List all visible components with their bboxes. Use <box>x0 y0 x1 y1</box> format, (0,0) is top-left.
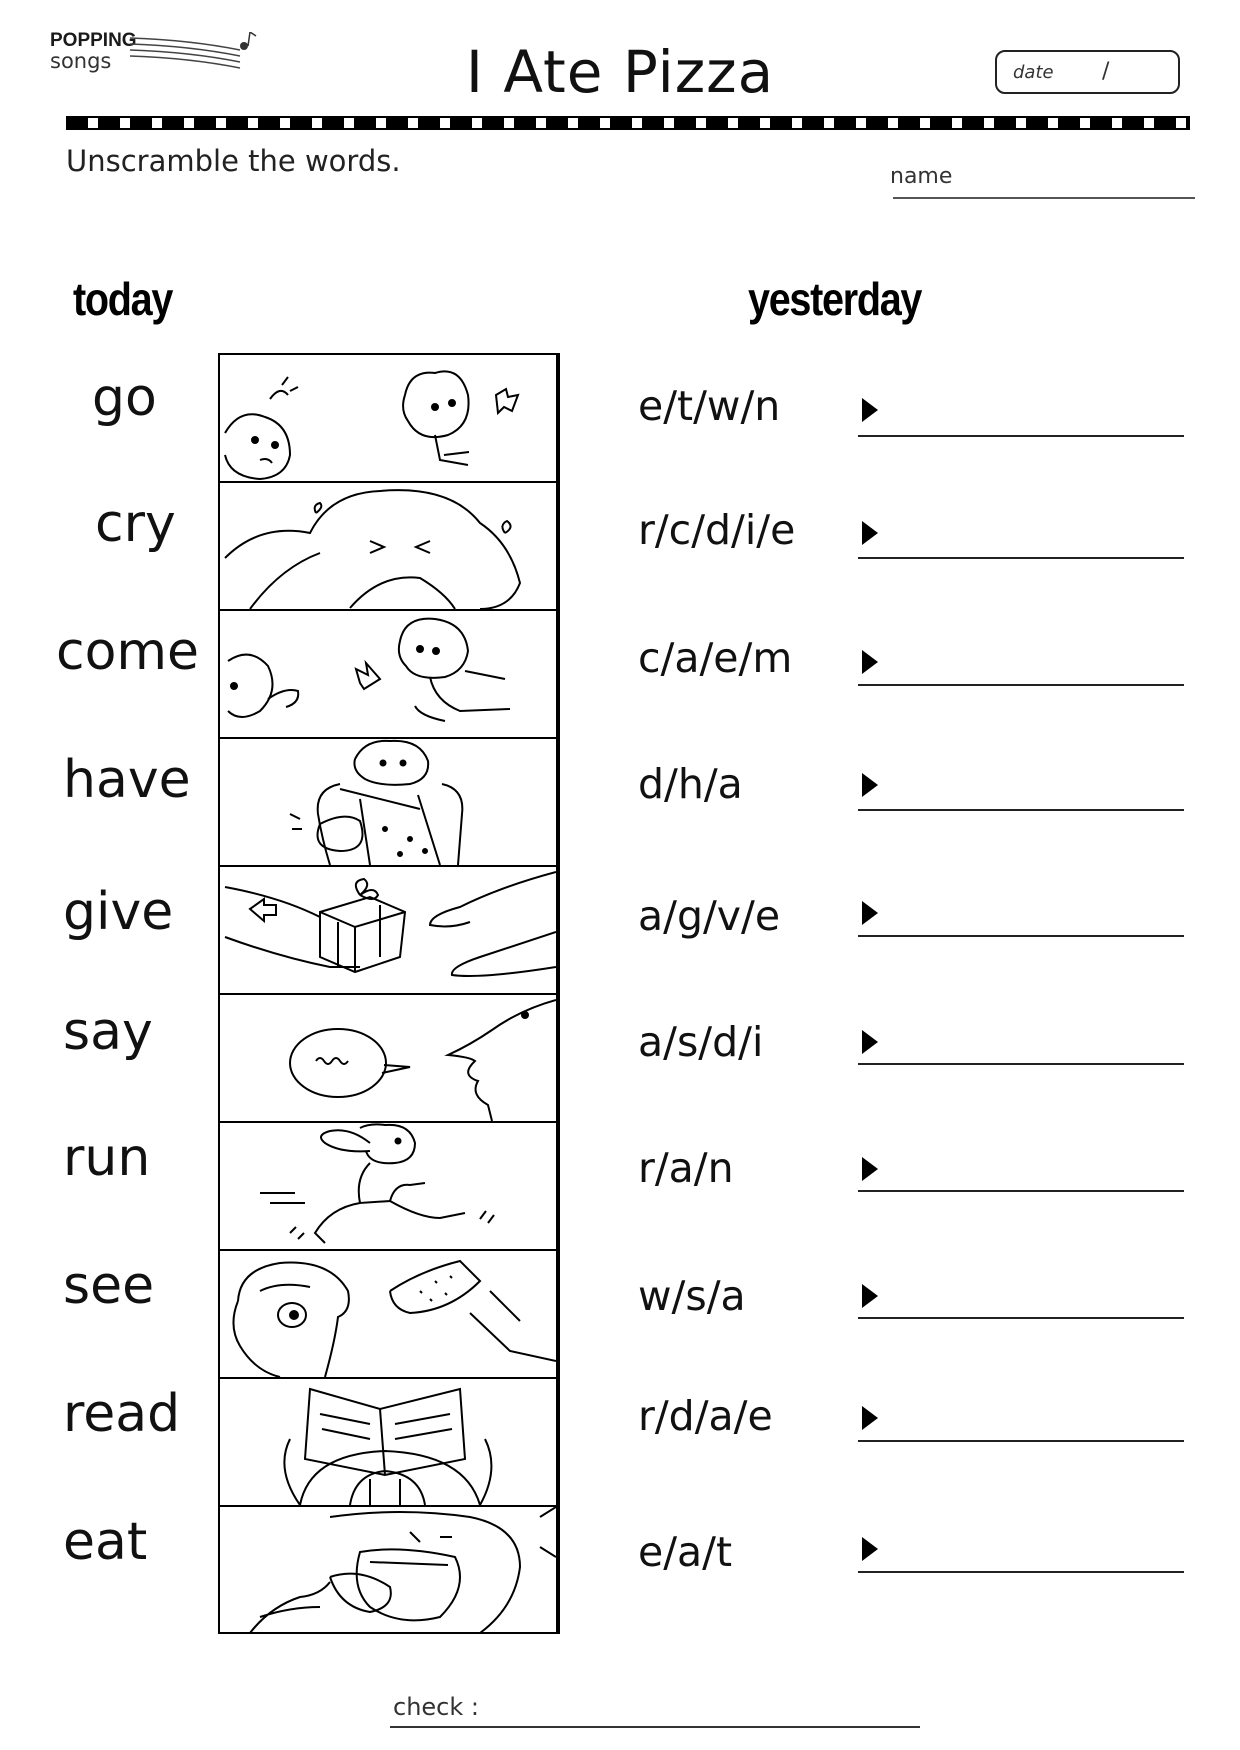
today-word-read: read <box>63 1384 181 1444</box>
triangle-arrow-icon <box>862 398 878 422</box>
answer-field-3[interactable] <box>858 684 1184 686</box>
triangle-arrow-icon <box>862 1284 878 1308</box>
scrambled-word-2: r/c/d/i/e <box>638 506 796 554</box>
today-word-eat: eat <box>63 1512 148 1572</box>
today-word-go: go <box>92 368 157 428</box>
date-label: date <box>1013 62 1054 83</box>
answer-field-6[interactable] <box>858 1063 1184 1065</box>
date-field[interactable] <box>995 50 1180 94</box>
give-icon <box>220 867 556 993</box>
scrambled-word-9: r/d/a/e <box>638 1392 773 1440</box>
today-word-have: have <box>63 750 191 810</box>
decorative-dashed-rule <box>66 116 1190 130</box>
answer-field-10[interactable] <box>858 1571 1184 1573</box>
date-separator: / <box>1102 59 1110 84</box>
triangle-arrow-icon <box>862 901 878 925</box>
scrambled-word-6: a/s/d/i <box>638 1018 764 1066</box>
today-word-give: give <box>63 882 174 942</box>
scrambled-word-10: e/a/t <box>638 1528 733 1576</box>
page-title: I Ate Pizza <box>465 38 775 106</box>
triangle-arrow-icon <box>862 1157 878 1181</box>
triangle-arrow-icon <box>862 650 878 674</box>
music-staff-icon <box>130 32 260 72</box>
popping-songs-logo <box>50 30 215 80</box>
triangle-arrow-icon <box>862 773 878 797</box>
answer-field-8[interactable] <box>858 1317 1184 1319</box>
scrambled-word-7: r/a/n <box>638 1144 734 1192</box>
name-label: name <box>890 164 953 189</box>
answer-field-5[interactable] <box>858 935 1184 937</box>
answer-field-9[interactable] <box>858 1440 1184 1442</box>
say-icon <box>220 995 556 1121</box>
read-icon <box>220 1379 556 1505</box>
cry-icon <box>220 483 556 609</box>
scrambled-word-8: w/s/a <box>638 1272 746 1320</box>
triangle-arrow-icon <box>862 1537 878 1561</box>
scrambled-word-3: c/a/e/m <box>638 634 793 682</box>
run-icon <box>220 1123 556 1249</box>
answer-field-7[interactable] <box>858 1190 1184 1192</box>
picture-strip <box>218 353 560 1634</box>
eat-icon <box>220 1507 556 1633</box>
come-icon <box>220 611 556 737</box>
instruction-text: Unscramble the words. <box>66 144 401 178</box>
check-label: check : <box>393 1693 479 1721</box>
see-icon <box>220 1251 556 1377</box>
logo-bottom-text: songs <box>50 49 112 73</box>
today-word-say: say <box>63 1002 153 1062</box>
go-icon <box>220 355 556 481</box>
triangle-arrow-icon <box>862 521 878 545</box>
have-icon <box>220 739 556 865</box>
scrambled-word-1: e/t/w/n <box>638 382 781 430</box>
today-word-run: run <box>63 1128 151 1188</box>
column-heading-today: today <box>73 273 173 325</box>
today-word-come: come <box>56 622 200 682</box>
answer-field-1[interactable] <box>858 435 1184 437</box>
triangle-arrow-icon <box>862 1030 878 1054</box>
today-word-cry: cry <box>95 494 176 554</box>
answer-field-4[interactable] <box>858 809 1184 811</box>
today-word-see: see <box>63 1256 155 1316</box>
name-field[interactable] <box>893 197 1195 199</box>
check-field[interactable] <box>390 1726 920 1728</box>
triangle-arrow-icon <box>862 1406 878 1430</box>
scrambled-word-5: a/g/v/e <box>638 892 781 940</box>
scrambled-word-4: d/h/a <box>638 760 743 808</box>
answer-field-2[interactable] <box>858 557 1184 559</box>
column-heading-yesterday: yesterday <box>748 273 922 325</box>
logo-top-text: POPPING <box>50 30 137 51</box>
